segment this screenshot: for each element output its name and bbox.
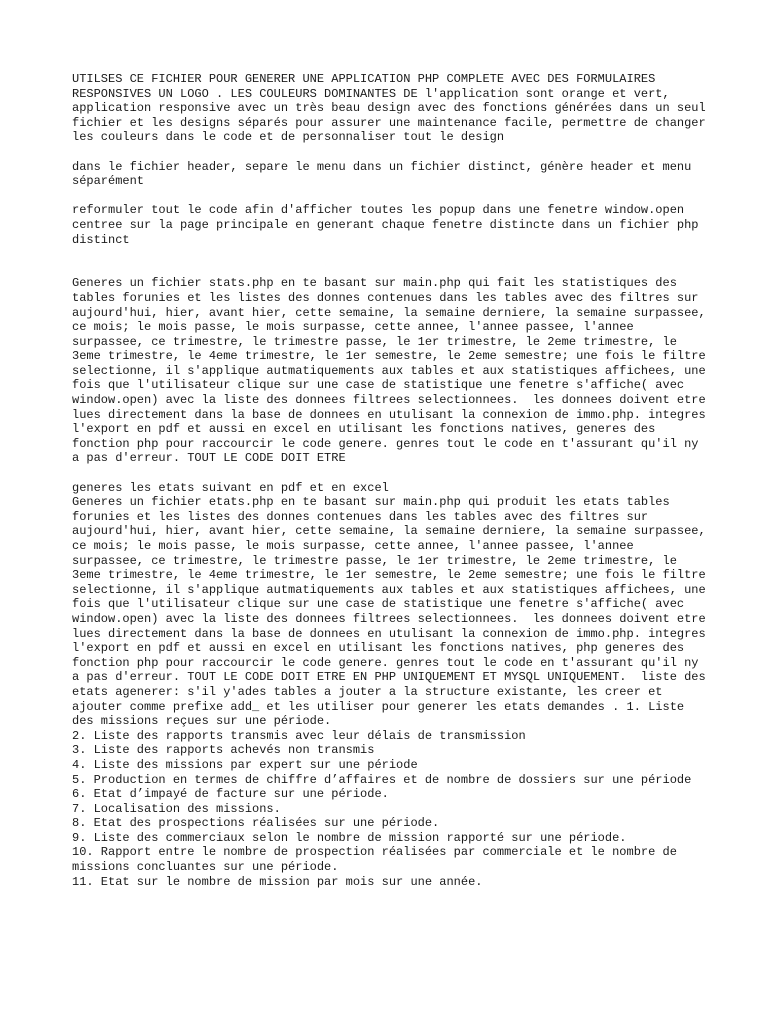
paragraph-header-menu: dans le fichier header, separe le menu dans un fichier distinct, génère header et menu séparément [72,159,699,189]
list-item: 7. Localisation des missions. [72,801,281,816]
paragraph-etats: generes les etats suivant en pdf et en excel Generes un fichier etats.php en te basant sur main.php qui produit les etats tables forunies et les listes des donnes contenues dans les tables avec des filtres sur aujourd'hui, hier, avant hier, cette semaine, la semaine derniere, la semaine surpassee, ce mois; le mois passe, le mois surpasse, cette annee, l'annee passee, l'annee surpassee, ce trimestre, le trimestre passe, le 1er trimestre, le 2eme trimestre, le 3eme trimestre, le 4eme trimestre, le 1er semestre, le 2eme semestre; une fois le filtre selectionne, il s'applique autmatiquements aux tables et aux statistiques affichees, une fois que l'utilisateur clique sur une case de statistique une fenetre s'affiche( avec window.open) avec la liste des donnees filtrees selectionnees. les donnees doivent etre lues directement dans la base de donnees en utulisant la connexion de immo.php. integres l'export en pdf et aussi en excel en utilisant les fonctions natives, php generes des fonction php pour raccourcir le code genere. genres tout le code en t'assurant qu'il ny a pas d'erreur. TOUT LE CODE DOIT ETRE EN PHP UNIQUEMENT ET MYSQL UNIQUEMENT. liste des etats agenerer: s'il y'ades tables a jouter a la structure existante, les creer et ajouter comme prefixe add_ et les utiliser pour generer les etats demandes . 1. Liste des missions reçues sur une période. [72,480,706,729]
list-item: 4. Liste des missions par expert sur une période [72,757,418,772]
document-page [72,72,712,889]
paragraph-popup-windows: reformuler tout le code afin d'afficher toutes les popup dans une fenetre window.open centree sur la page principale en generant chaque fenetre distincte dans un fichier php distinct [72,203,706,247]
list-item: 10. Rapport entre le nombre de prospection réalisées par commerciale et le nombre de missions concluantes sur une période. [72,845,685,875]
list-item: 8. Etat des prospections réalisées sur une période. [72,816,440,831]
paragraph-stats: Generes un fichier stats.php en te basant sur main.php qui fait les statistiques des tables forunies et les listes des donnes contenues dans les tables avec des filtres sur aujourd'hui, hier, avant hier, cette semaine, la semaine derniere, la semaine surpassee, ce mois; le mois passe, le mois surpasse, cette annee, l'annee passee, l'annee surpassee, ce trimestre, le trimestre passe, le 1er trimestre, le 2eme trimestre, le 3eme trimestre, le 4eme trimestre, le 1er semestre, le 2eme semestre; une fois le filtre selectionne, il s'applique autmatiquements aux tables et aux statistiques affichees, une fois que l'utilisateur clique sur une case de statistique une fenetre s'affiche( avec window.open) avec la liste des donnees filtrees selectionnees. les donnees doivent etre lues directement dans la base de donnees en utulisant la connexion de immo.php. integres l'export en pdf et aussi en excel en utilisant les fonctions natives, generes des fonction php pour raccourcir le code genere. genres tout le code en t'assurant qu'il ny a pas d'erreur. TOUT LE CODE DOIT ETRE [72,276,713,466]
list-item: 11. Etat sur le nombre de mission par mois sur une année. [72,874,483,889]
etats-list [72,729,712,890]
list-item: 2. Liste des rapports transmis avec leur délais de transmission [72,728,526,743]
list-item: 9. Liste des commerciaux selon le nombre de mission rapporté sur une période. [72,830,627,845]
list-item: 3. Liste des rapports achevés non transmis [72,743,375,758]
list-item: 6. Etat d’impayé de facture sur une période. [72,787,389,802]
paragraph-intro: UTILSES CE FICHIER POUR GENERER UNE APPLICATION PHP COMPLETE AVEC DES FORMULAIRES RESPONSIVES UN LOGO . LES COULEURS DOMINANTES DE l'application sont orange et vert, application responsive avec un très beau design avec des fonctions générées dans un seul fichier et les designs séparés pour assurer une maintenance facile, permettre de changer les couleurs dans le code et de personnaliser tout le design [72,72,713,145]
list-item: 5. Production en termes de chiffre d’affaires et de nombre de dossiers sur une période [72,772,692,787]
